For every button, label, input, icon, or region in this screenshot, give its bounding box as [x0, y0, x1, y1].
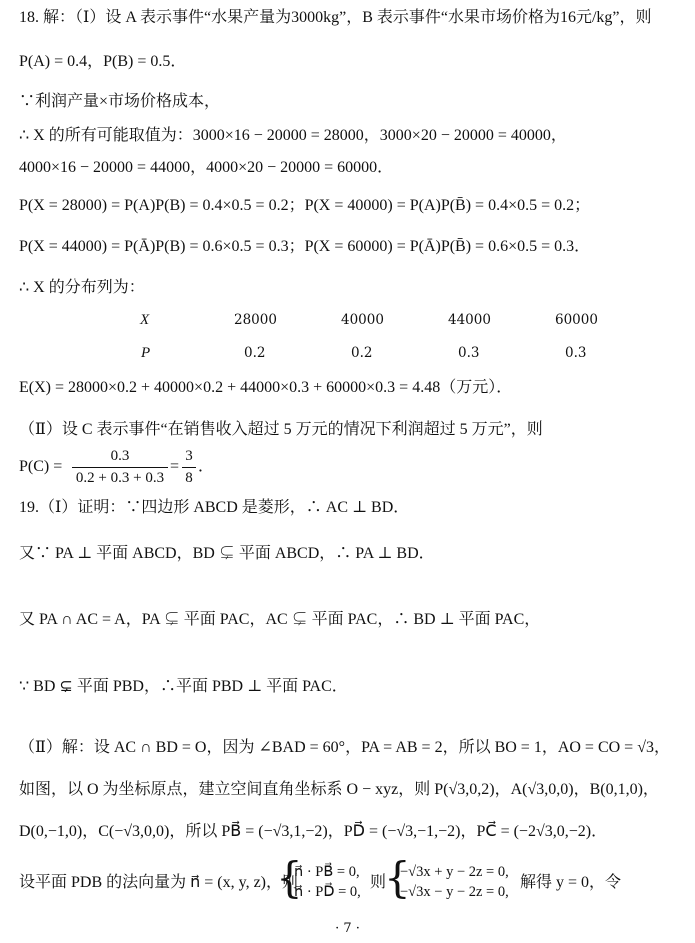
line-coordinate-system: 如图，以 O 为坐标原点，建立空间直角坐标系 O − xyz，则 P(√3,0,2)，A(√3,0,0)，B(0,1,0)， [19, 781, 659, 798]
table-cell: 0.3 [565, 345, 587, 361]
line-bd-perp-plane-pac: 又 PA ∩ AC = A，PA ⊊ 平面 PAC，AC ⊊ 平面 PAC，∴ BD ⊥ 平面 PAC， [19, 611, 541, 628]
line-plane-perp-plane: ∵ BD ⊊ 平面 PBD，∴平面 PBD ⊥ 平面 PAC． [19, 678, 348, 695]
line-normal-vector-then: 则 [370, 874, 387, 891]
line-prob-28000-40000: P(X = 28000) = P(A)P(B) = 0.4×0.5 = 0.2；P(X = 40000) = P(A)P(B̄) = 0.4×0.5 = 0.2； [19, 197, 591, 214]
line-distribution-title: ∴ X 的分布列为： [19, 279, 145, 296]
equation-system-1 [294, 862, 361, 902]
left-brace: { [276, 853, 303, 902]
fraction-tail: ． [198, 458, 215, 475]
fraction-numerator: 3 [185, 448, 193, 464]
line-prob-44000-60000: P(X = 44000) = P(Ā)P(B) = 0.6×0.5 = 0.3；P(X = 60000) = P(Ā)P(B̄) = 0.6×0.5 = 0.3． [19, 238, 591, 255]
table-cell: 0.3 [458, 345, 480, 361]
line-normal-vector: 设平面 PDB 的法向量为 n⃗ = (x, y, z)，则 [19, 874, 299, 891]
equation-system-2 [400, 862, 509, 902]
table-cell: 40000 [341, 312, 384, 328]
equation-row: n⃗ · PD⃗ = 0, [294, 884, 361, 900]
table-cell: 60000 [555, 312, 598, 328]
line-vectors: D(0,−1,0)，C(−√3,0,0)，所以 PB⃗ = (−√3,1,−2)，PD⃗ = (−√3,−1,−2)，PC⃗ = (−2√3,0,−2)． [19, 823, 608, 840]
fraction-result [182, 448, 196, 487]
fraction-pc [72, 448, 168, 487]
fraction-bar [72, 467, 168, 468]
line-problem-18-intro: 18. 解：（Ⅰ）设 A 表示事件“水果产量为3000kg”，B 表示事件“水果市场价格为16元/kg”，则 [19, 9, 652, 26]
line-profit-definition: ∵利润产量×市场价格成本， [19, 93, 221, 110]
line-part-ii-event-c: （Ⅱ）设 C 表示事件“在销售收入超过 5 万元的情况下利润超过 5 万元”，则 [19, 421, 543, 438]
equation-row: −√3x + y − 2z = 0, [400, 864, 509, 880]
table-cell: 44000 [448, 312, 491, 328]
table-cell: 0.2 [244, 345, 266, 361]
line-probabilities-ab: P(A) = 0.4，P(B) = 0.5． [19, 53, 187, 70]
equation-row: n⃗ · PB⃗ = 0, [294, 864, 360, 880]
fraction-denominator: 8 [185, 470, 193, 486]
equation-row: −√3x − y − 2z = 0, [400, 884, 509, 900]
line-expectation: E(X) = 28000×0.2 + 40000×0.2 + 44000×0.3 + 60000×0.3 = 4.48（万元）． [19, 379, 513, 396]
table-cell: 0.2 [351, 345, 373, 361]
line-possible-values-cont: 4000×16 − 20000 = 44000，4000×20 − 20000 = 60000． [19, 159, 394, 176]
page-number: · 7 · [335, 921, 360, 936]
table-header-x: X [140, 312, 150, 328]
line-possible-values: ∴ X 的所有可能取值为：3000×16 − 20000 = 28000，3000×20 − 20000 = 40000， [19, 127, 567, 144]
fraction-bar [182, 467, 196, 468]
table-cell: 28000 [234, 312, 277, 328]
line-part-ii-setup: （Ⅱ）解：设 AC ∩ BD = O，因为 ∠BAD = 60°，PA = AB = 2，所以 BO = 1，AO = CO = √3， [19, 739, 670, 756]
line-problem-19-intro: 19.（Ⅰ）证明：∵四边形 ABCD 是菱形，∴ AC ⊥ BD． [19, 499, 410, 516]
fraction-numerator: 0.3 [110, 448, 130, 464]
table-header-p: P [141, 345, 151, 361]
line-pc-label: P(C) = [19, 458, 63, 475]
line-solve-y: 解得 y = 0，令 [520, 874, 622, 891]
fraction-denominator: 0.2 + 0.3 + 0.3 [75, 470, 165, 486]
line-pa-perp-bd: 又∵ PA ⊥ 平面 ABCD，BD ⊊ 平面 ABCD，∴ PA ⊥ BD． [19, 545, 435, 562]
left-brace: { [384, 853, 411, 902]
